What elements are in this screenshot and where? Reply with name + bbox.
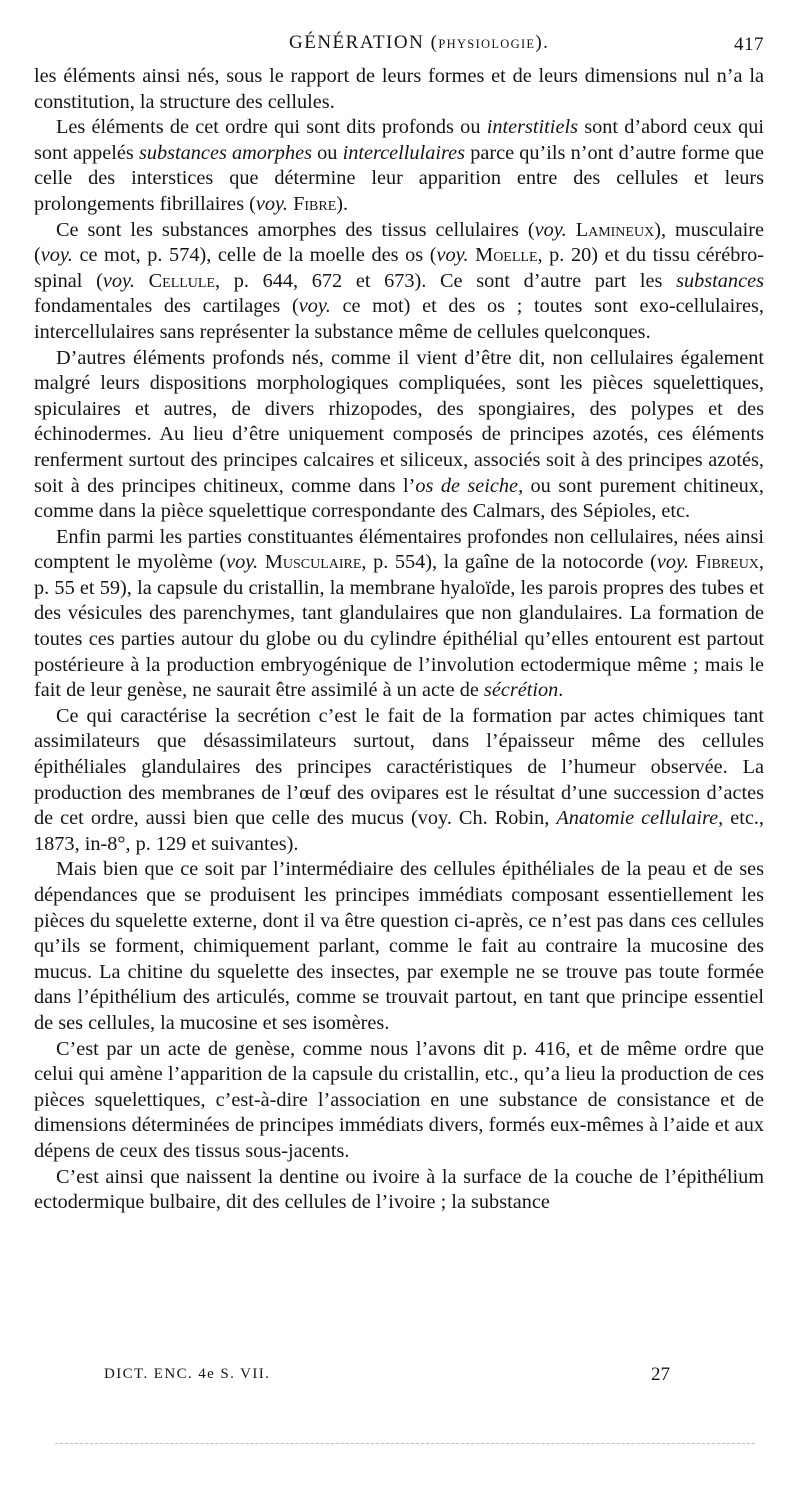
text-run: , p. 20) et du tissu cérébro-spinal ( bbox=[34, 244, 764, 292]
text-run: , p. 644, 672 et 673). Ce sont d’autre part les bbox=[215, 269, 677, 292]
paragraph bbox=[34, 857, 764, 1036]
italic-run: voy. bbox=[436, 244, 469, 267]
italic-run: voy. bbox=[102, 269, 135, 292]
text-run: Enfin parmi les parties constituantes élémentaires profondes non cellulaires, nées ainsi comptent le myolème ( bbox=[34, 525, 764, 574]
running-title: GÉNÉRATION (PHYSIOLOGIE). bbox=[289, 32, 550, 53]
body-text bbox=[34, 64, 764, 1216]
text-run: , etc., 1873, in-8°, p. 129 et suivantes). bbox=[34, 807, 765, 855]
text-run: Mais bien que ce soit par l’intermédiaire des cellules épithéliales de la peau et de ses dépendances que se produisent les principes immédiats composant essentiellement les pièces du squelette externe, dont il va être question ci-après, ce n’est pas dans ces cellules qu’ils se forment, chimiquement parlant, comme le fait au contraire la mucosine des mucus. La chitine du squelette des insectes, par exemple ne se trouve pas toute formée dans l’épithélium des articulés, comme se trouvait partout, en tant que principe essentiel de ses cellules, la mucosine et ses isomères. bbox=[34, 858, 764, 1034]
text-run: D’autres éléments profonds nés, comme il vient d’être dit, non cellulaires également malgré leurs dispositions morphologiques compliquées, sont les pièces squelettiques, spiculaires et autres, de divers rhizopodes, des spongiaires, des polypes et des échinodermes. Au lieu d’être uniquement composés de principes azotés, ces éléments renferment surtout des principes calcaires et siliceux, associés soit à des principes azotés, soit à des principes chitineux, comme dans l’ bbox=[34, 346, 764, 497]
paragraph bbox=[34, 1037, 764, 1165]
paragraph bbox=[34, 346, 764, 525]
page-number: 417 bbox=[734, 34, 764, 55]
bleed-through-line bbox=[55, 1443, 755, 1446]
italic-run: voy. bbox=[226, 551, 259, 574]
running-header bbox=[34, 30, 764, 60]
text-run: . bbox=[558, 679, 564, 702]
italic-run: voy. bbox=[534, 218, 567, 241]
text-run: ce mot) et des os ; toutes sont exo-cellulaires, intercellulaires sans représenter la substance même de cellules quelconques. bbox=[34, 295, 764, 343]
paragraph bbox=[34, 64, 764, 115]
text-run: , ou sont purement chitineux, comme dans la pièce squelettique correspondante des Calmars, des Sépioles, etc. bbox=[34, 474, 764, 523]
text-run bbox=[258, 551, 265, 573]
paragraph bbox=[34, 1165, 764, 1216]
text-run: Les éléments de cet ordre qui sont dits profonds ou bbox=[56, 116, 487, 139]
page-footer bbox=[34, 1366, 764, 1390]
italic-run: os de seiche bbox=[415, 474, 519, 497]
text-run: Ce sont les substances amorphes des tissus cellulaires ( bbox=[56, 218, 535, 241]
text-run: , p. 55 et 59), la capsule du cristallin, la membrane hyaloïde, les parois propres des tubes et des vésicules des parenchymes, tant glandulaires que non glandulaires. La formation de toutes ces parties autour du globe ou du cylindre épithélial qu’elles entourent est partout postérieure à la production embryogénique de l’involution ectodermique même ; mais le fait de leur genèse, ne saurait être assimilé à un acte de bbox=[34, 551, 764, 702]
italic-run: voy. bbox=[40, 244, 73, 267]
text-run: parce qu’ils n’ont d’autre forme que celle des interstices que détermine leur apparition entre des cellules et leurs prolongements fibrillaires ( bbox=[34, 141, 765, 215]
paragraph bbox=[34, 115, 764, 217]
italic-run: voy. bbox=[656, 551, 689, 574]
italic-run: intercellulaires bbox=[342, 141, 466, 164]
text-run: Ce qui caractérise la secrétion c’est le fait de la formation par actes chimiques tant assimilateurs que désassimilateurs surtout, dans l’épaisseur même des cellules épithéliales glandulaires des principes caractéristiques de l’humeur observée. La production des membranes de l’œuf des ovipares est le résultat d’une succession d’actes de cet ordre, aussi bien que celle des mucus (voy. Ch. Robin, bbox=[34, 704, 764, 830]
signature-mark: DICT. ENC. 4e S. VII. bbox=[104, 1366, 271, 1382]
sheet-number: 27 bbox=[651, 1364, 670, 1385]
text-run bbox=[135, 270, 149, 292]
smallcaps-run: Musculaire bbox=[264, 551, 362, 574]
italic-run: voy. bbox=[255, 192, 289, 215]
text-run bbox=[689, 551, 696, 573]
italic-run: substances amorphes bbox=[138, 141, 312, 164]
text-run: C’est ainsi que naissent la dentine ou ivoire à la surface de la couche de l’épithélium ectodermique bulbaire, dit des cellules de l’ivoire ; la substance bbox=[34, 1165, 764, 1214]
text-run: fondamentales des cartilages ( bbox=[34, 295, 299, 318]
italic-run: substances bbox=[676, 269, 764, 292]
text-run: ), musculaire ( bbox=[34, 218, 764, 267]
italic-run: voy. bbox=[298, 295, 331, 318]
text-run: , p. 554), la gaîne de la notocorde ( bbox=[361, 551, 657, 574]
text-run: ce mot, p. 574), celle de la moelle des os ( bbox=[72, 244, 437, 267]
italic-run: Anatomie cellulaire bbox=[556, 807, 719, 830]
italic-run: sécrétion bbox=[483, 679, 559, 702]
smallcaps-run: Lamineux bbox=[575, 218, 655, 241]
smallcaps-run: Cellule bbox=[148, 269, 216, 292]
text-run bbox=[567, 219, 576, 241]
smallcaps-run: Moelle bbox=[475, 244, 538, 267]
paragraph bbox=[34, 218, 764, 346]
text-run: sont d’abord ceux qui sont appelés bbox=[34, 116, 764, 164]
smallcaps-run: Fibreux bbox=[695, 551, 759, 574]
smallcaps-run: Fibre bbox=[293, 192, 337, 215]
paragraph bbox=[34, 525, 764, 704]
text-run: ). bbox=[336, 192, 349, 215]
running-title-subject: PHYSIOLOGIE bbox=[438, 37, 536, 51]
text-run: les éléments ainsi nés, sous le rapport de leurs formes et de leurs dimensions nul n’a la constitution, la structure des cellules. bbox=[34, 65, 764, 113]
italic-run: interstitiels bbox=[486, 116, 578, 139]
paragraph bbox=[34, 704, 764, 858]
text-run: C’est par un acte de genèse, comme nous l’avons dit p. 416, et de même ordre que celui qui amène l’apparition de la capsule du cristallin, etc., qu’a lieu la production de ces pièces squelettiques, c’est-à-dire l’association en une substance de consistance et de dimensions déterminées de principes immédiats divers, formés eux-mêmes à l’aide et aux dépens de ceux des tissus sous-jacents. bbox=[34, 1037, 764, 1162]
text-run: ou bbox=[312, 141, 343, 164]
